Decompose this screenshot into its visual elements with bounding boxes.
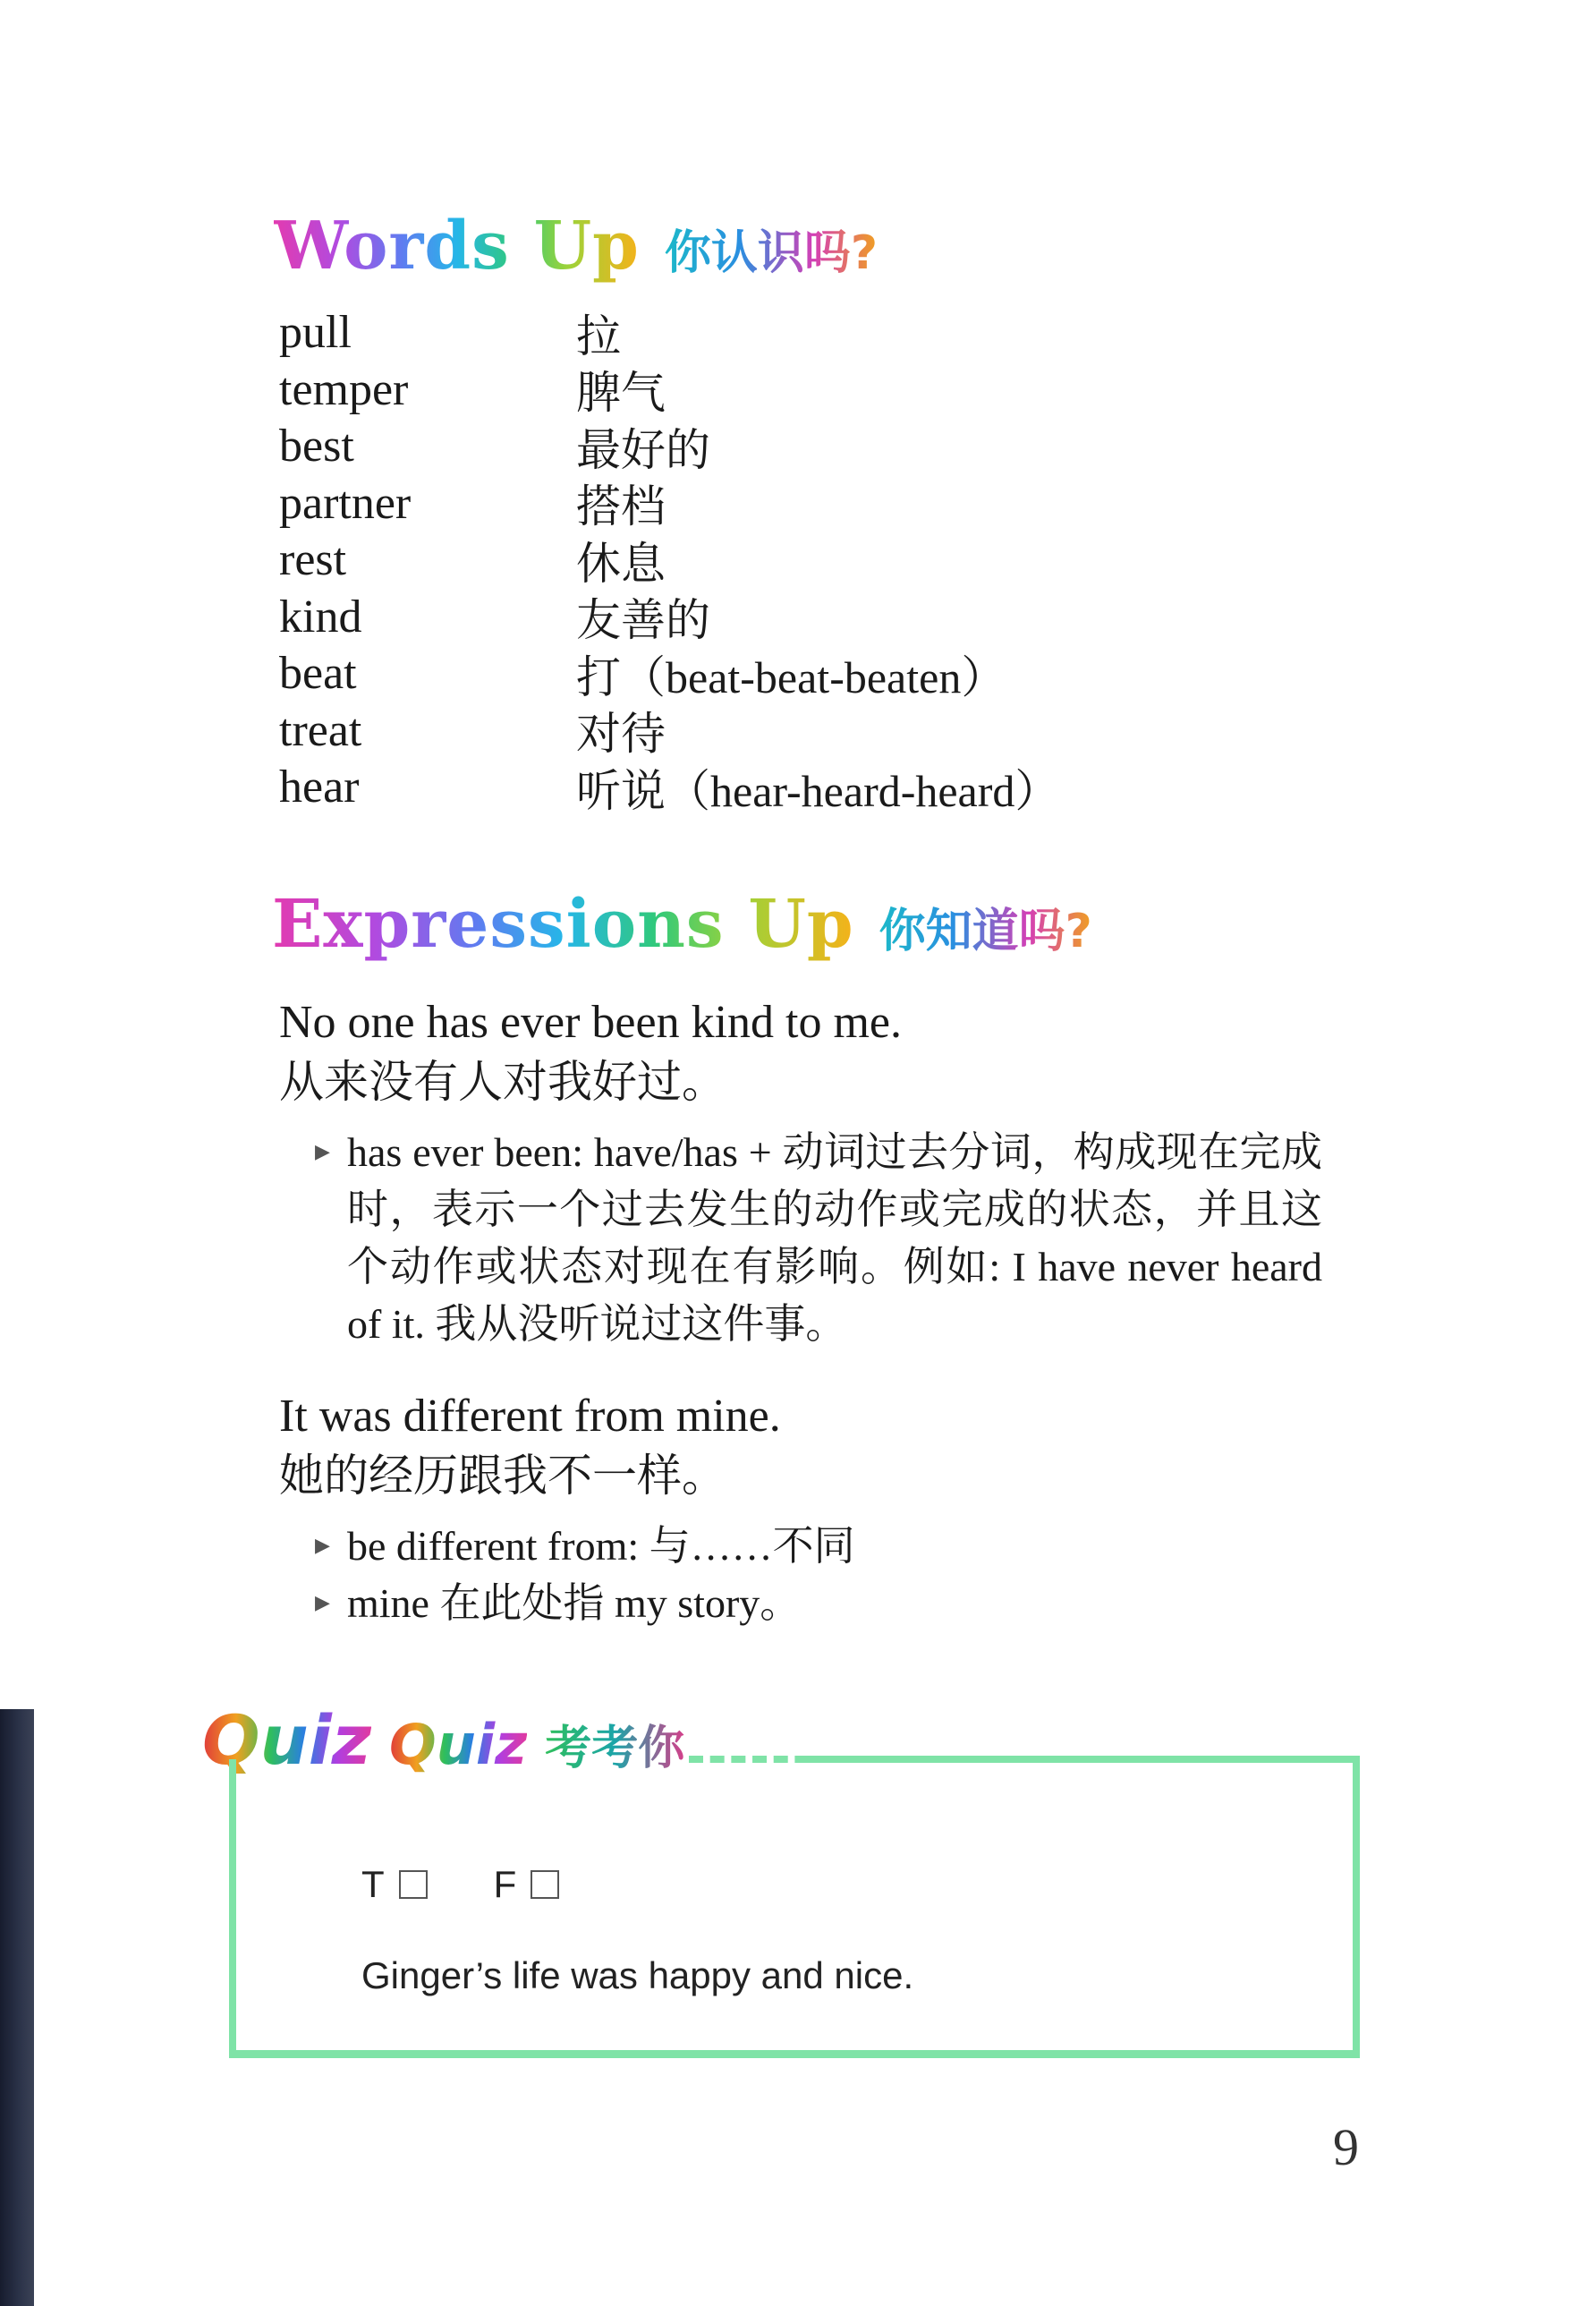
words-up-title: Words Up xyxy=(274,208,640,285)
vocab-meaning: 搭档 xyxy=(576,481,666,532)
expressions-up-title: Expressions Up xyxy=(272,886,854,963)
expression-note-text: has ever been: have/has + 动词过去分词，构成现在完成时，表示一个过去发生的动作或完成的状态，并且这个动作或状态对现在有影响。例如: I have never heard of it. 我从没听说过这件事。 xyxy=(347,1129,1322,1347)
vocab-word: rest xyxy=(279,534,347,586)
words-up-subtitle: 你认识吗? xyxy=(665,215,878,282)
vocab-meaning: 拉 xyxy=(576,311,621,362)
expression-note-text: mine 在此处指 my story。 xyxy=(347,1580,802,1626)
vocab-meaning: 友善的 xyxy=(576,595,710,646)
vocab-meaning: 休息 xyxy=(576,538,666,589)
vocab-row xyxy=(279,759,1174,816)
expression-note xyxy=(315,1518,1322,1575)
vocab-meaning: 打（beat-beat-beaten） xyxy=(576,651,1006,702)
expression-translation: 她的经历跟我不一样。 xyxy=(279,1451,726,1501)
vocab-word: pull xyxy=(279,307,352,359)
expression-note xyxy=(315,1575,1322,1632)
triangle-bullet-icon: ▶ xyxy=(315,1535,330,1557)
words-up-heading xyxy=(274,208,878,285)
false-label: F xyxy=(493,1863,517,1905)
triangle-bullet-icon: ▶ xyxy=(315,1592,330,1614)
vocab-row xyxy=(279,589,1174,646)
quiz-frame xyxy=(229,1759,1360,2058)
expression-note xyxy=(315,1124,1322,1353)
quiz-subtitle: 考考你 xyxy=(545,1710,684,1777)
vocab-row xyxy=(279,702,1174,760)
expression-sentence: It was different from mine. xyxy=(279,1391,781,1442)
vocab-meaning: 听说（hear-heard-heard） xyxy=(576,765,1060,816)
vocab-word: treat xyxy=(279,704,362,756)
false-checkbox[interactable] xyxy=(531,1870,559,1899)
vocab-row xyxy=(279,475,1174,532)
vocab-row xyxy=(279,532,1174,589)
vocab-row xyxy=(279,418,1174,475)
true-label: T xyxy=(361,1863,385,1905)
page-number: 9 xyxy=(1333,2118,1359,2176)
vocab-word: best xyxy=(279,421,354,472)
expression-translation: 从来没有人对我好过。 xyxy=(279,1057,726,1107)
vocab-word: beat xyxy=(279,648,357,700)
vocab-meaning: 脾气 xyxy=(576,368,666,419)
true-checkbox[interactable] xyxy=(399,1870,428,1899)
quiz-statement: Ginger’s life was happy and nice. xyxy=(361,1954,914,1996)
triangle-bullet-icon: ▶ xyxy=(315,1141,330,1163)
expression-notes xyxy=(279,1518,1353,1632)
vocabulary-list xyxy=(279,304,1174,816)
vocab-word: partner xyxy=(279,477,412,529)
vocab-meaning: 最好的 xyxy=(576,424,710,475)
expression-item xyxy=(279,993,1353,1353)
vocab-row xyxy=(279,645,1174,702)
expression-item xyxy=(279,1387,1353,1632)
expressions-up-heading xyxy=(272,886,1092,963)
true-false-options xyxy=(361,1863,625,1906)
vocab-word: kind xyxy=(279,591,362,642)
expression-sentence: No one has ever been kind to me. xyxy=(279,997,903,1048)
vocab-meaning: 对待 xyxy=(576,709,666,760)
expression-note-text: be different from: 与……不同 xyxy=(347,1523,855,1569)
vocab-row xyxy=(279,304,1174,362)
page-binding-edge xyxy=(0,1709,34,2306)
quiz-title-word: Quiz xyxy=(389,1712,528,1777)
vocab-row xyxy=(279,362,1174,419)
quiz-title-word: Quiz xyxy=(202,1700,371,1780)
expression-notes xyxy=(279,1124,1353,1353)
vocab-word: temper xyxy=(279,363,409,415)
expressions-up-subtitle: 你知道吗? xyxy=(879,893,1092,960)
vocab-word: hear xyxy=(279,762,360,813)
